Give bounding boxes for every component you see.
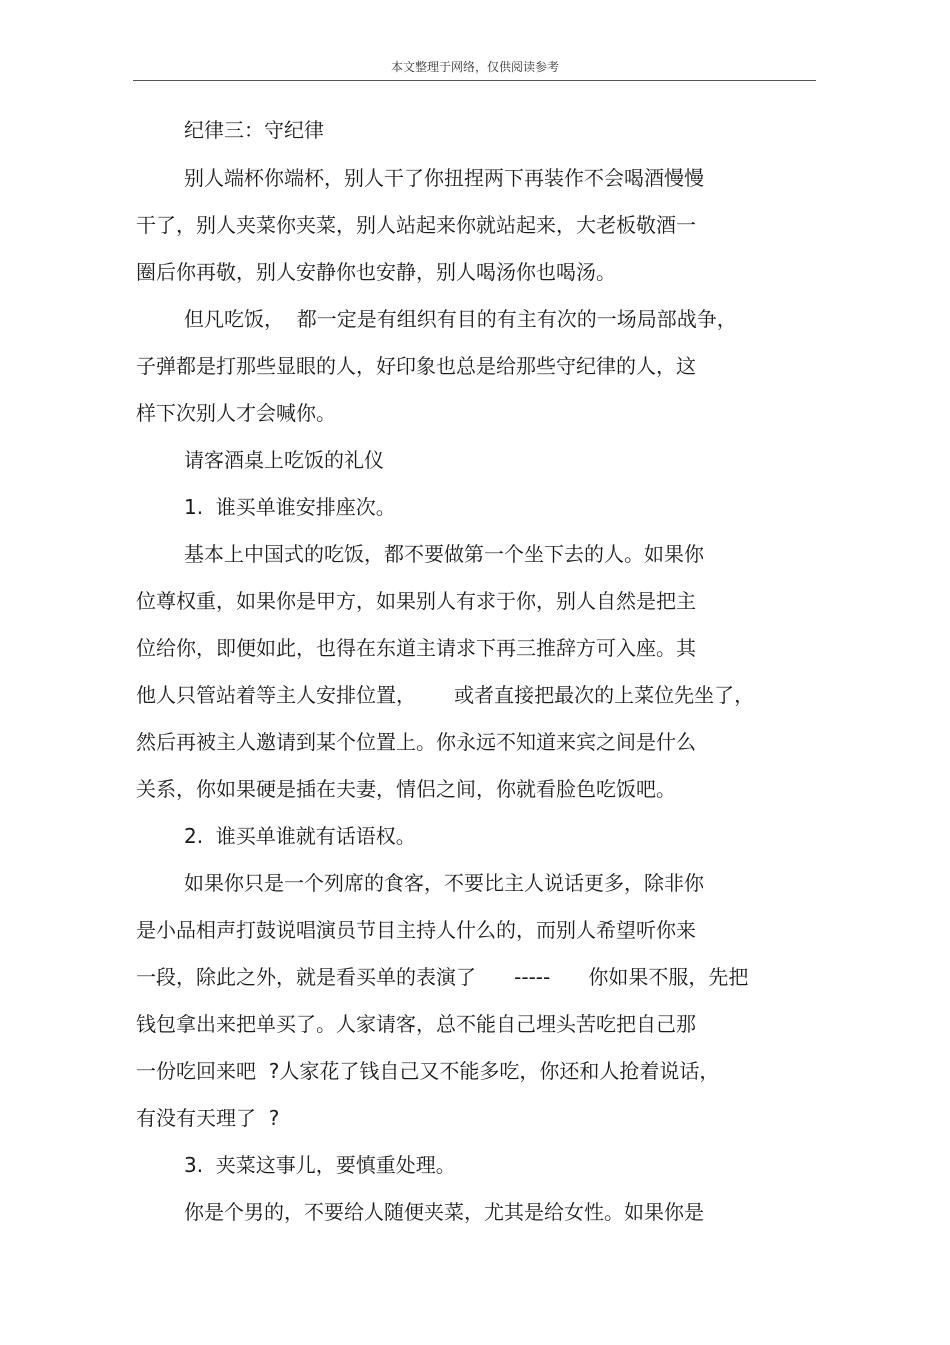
paragraph-line: 是小品相声打鼓说唱演员节目主持人什么的，而别人希望听你来	[136, 918, 696, 942]
paragraph-line: 别人端杯你端杯，别人干了你扭捏两下再装作不会喝酒慢慢	[184, 166, 704, 190]
section-title: 纪律三：守纪律	[184, 118, 324, 142]
paragraph-line: 有没有天理了 ?	[136, 1106, 280, 1130]
paragraph-line: 钱包拿出来把单买了。人家请客，总不能自己埋头苦吃把自己那	[136, 1012, 696, 1036]
paragraph-line: 基本上中国式的吃饭，都不要做第一个坐下去的人。如果你	[184, 542, 704, 566]
numbered-heading: 3. 夹菜这事儿，要慎重处理。	[184, 1153, 456, 1177]
paragraph-line: 位给你，即便如此，也得在东道主请求下再三推辞方可入座。其	[136, 636, 696, 660]
section-heading: 请客酒桌上吃饭的礼仪	[184, 448, 384, 472]
paragraph-line: 但凡吃饭， 都一定是有组织有目的有主有次的一场局部战争，	[184, 307, 737, 331]
paragraph-line: 关系，你如果硬是插在夫妻，情侣之间，你就看脸色吃饭吧。	[136, 777, 676, 801]
paragraph-line: 一份吃回来吧 ?人家花了钱自己又不能多吃，你还和人抢着说话，	[136, 1059, 720, 1083]
paragraph-line: 他人只管站着等主人安排位置， 或者直接把最次的上菜位先坐了，	[136, 683, 755, 707]
paragraph-line: 如果你只是一个列席的食客，不要比主人说话更多，除非你	[184, 871, 704, 895]
numbered-heading: 1. 谁买单谁安排座次。	[184, 495, 396, 519]
paragraph-line: 然后再被主人邀请到某个位置上。你永远不知道来宾之间是什么	[136, 730, 696, 754]
page-header-note: 本文整理于网络，仅供阅读参考	[390, 60, 559, 74]
paragraph-line: 你是个男的，不要给人随便夹菜，尤其是给女性。如果你是	[184, 1200, 704, 1224]
paragraph-line: 圈后你再敬，别人安静你也安静，别人喝汤你也喝汤。	[136, 260, 616, 284]
paragraph-line: 一段，除此之外，就是看买单的表演了 ----- 你如果不服，先把	[136, 965, 749, 989]
paragraph-line: 子弹都是打那些显眼的人，好印象也总是给那些守纪律的人，这	[136, 354, 696, 378]
paragraph-line: 干了，别人夹菜你夹菜，别人站起来你就站起来，大老板敬酒一	[136, 213, 696, 237]
paragraph-line: 位尊权重，如果你是甲方，如果别人有求于你，别人自然是把主	[136, 589, 696, 613]
paragraph-line: 样下次别人才会喊你。	[136, 401, 336, 425]
numbered-heading: 2. 谁买单谁就有话语权。	[184, 824, 416, 848]
header-divider	[133, 80, 816, 81]
